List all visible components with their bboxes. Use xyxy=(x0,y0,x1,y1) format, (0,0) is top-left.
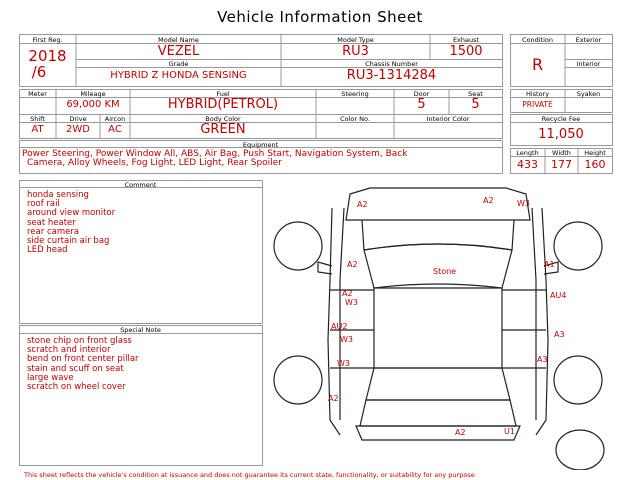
drive-value: 2WD xyxy=(66,124,90,135)
right-side-inner xyxy=(532,208,536,420)
seat-value: 5 xyxy=(471,97,480,112)
body-color-value: GREEN xyxy=(200,122,246,137)
list-item: stain and scuff on seat xyxy=(27,363,124,374)
front-left-wheel xyxy=(274,222,322,270)
length-label: Length xyxy=(516,149,539,157)
color-no-label: Color No. xyxy=(340,115,370,123)
damage-code: Stone xyxy=(433,267,457,276)
height-value: 160 xyxy=(584,158,606,171)
recycle-fee-label: Recycle Fee xyxy=(541,115,581,123)
left-side-inner xyxy=(340,208,344,420)
mileage-label: Mileage xyxy=(80,90,106,98)
front-right-wheel xyxy=(554,222,602,270)
condition-label: Condition xyxy=(521,36,554,44)
list-item: around view monitor xyxy=(27,208,116,219)
rear-bumper-outline xyxy=(356,426,520,440)
spare-wheel xyxy=(556,430,604,470)
aircon-value: AC xyxy=(108,124,122,135)
disclaimer-footer: This sheet reflects the vehicle's condition at issuance and does not guarantee its current state, functionality, or suitability for any purpose xyxy=(24,471,475,479)
history-label: History xyxy=(525,90,550,98)
aircon-label: Aircon xyxy=(104,115,126,123)
model-type-value: RU3 xyxy=(342,44,369,59)
first-reg-label: First Reg. xyxy=(32,36,63,44)
rear-left-wheel xyxy=(274,356,322,404)
front-bumper-outline xyxy=(346,188,530,220)
first-reg-year: 2018 xyxy=(28,47,67,65)
exhaust-label: Exhaust xyxy=(452,36,480,44)
body-color-label: Body Color xyxy=(205,115,241,123)
right-side-outline xyxy=(536,208,548,435)
list-item: LED head xyxy=(27,245,68,256)
door-label: Door xyxy=(413,90,430,98)
special-note-label: Special Note xyxy=(120,326,161,334)
recycle-fee-value: 11,050 xyxy=(538,127,584,142)
damage-code: A1 xyxy=(544,260,555,269)
condition-value: R xyxy=(531,55,544,74)
exhaust-value: 1500 xyxy=(449,44,483,59)
list-item: honda sensing xyxy=(27,190,89,200)
damage-code: A2 xyxy=(342,289,353,298)
list-item: large wave xyxy=(27,372,74,383)
grade-label: Grade xyxy=(168,60,189,68)
history-value: PRIVATE xyxy=(522,100,553,109)
chassis-number-value: RU3-1314284 xyxy=(346,68,437,83)
fuel-value: HYBRID(PETROL) xyxy=(167,97,279,112)
model-type-label: Model Type xyxy=(337,36,374,44)
rear-right-wheel xyxy=(554,356,602,404)
damage-code: AU2 xyxy=(331,322,348,331)
list-item: roof rail xyxy=(27,199,60,210)
syaken-label: Syaken xyxy=(576,90,601,98)
equipment-label: Equipment xyxy=(242,141,279,149)
seat-label: Seat xyxy=(468,90,483,98)
damage-code: A2 xyxy=(328,394,339,403)
exterior-label: Exterior xyxy=(575,36,602,44)
chassis-number-label: Chassis Number xyxy=(365,60,418,68)
list-item: side curtain air bag xyxy=(27,236,110,247)
page-title: Vehicle Information Sheet xyxy=(217,8,423,26)
list-item: stone chip on front glass xyxy=(27,336,132,346)
damage-code: AU4 xyxy=(550,291,567,300)
list-item: rear camera xyxy=(27,226,80,237)
damage-code: A2 xyxy=(455,428,466,437)
damage-code: A2 xyxy=(347,260,358,269)
special-note-list xyxy=(27,337,139,392)
shift-label: Shift xyxy=(30,115,45,123)
steering-label: Steering xyxy=(341,90,369,98)
equipment-line-2: Camera, Alloy Wheels, Fog Light, LED Light, Rear Spoiler xyxy=(27,158,282,168)
model-name-label: Model Name xyxy=(158,36,199,44)
mileage-value: 69,000 KM xyxy=(66,99,120,110)
width-label: Width xyxy=(552,149,571,157)
damage-code: A3 xyxy=(537,355,548,364)
comment-label: Comment xyxy=(124,181,157,189)
rear-glass-outline xyxy=(366,368,510,400)
roof-outline xyxy=(374,288,502,368)
meter-label: Meter xyxy=(28,90,47,98)
damage-code: A2 xyxy=(357,200,368,209)
list-item: bend on front center pillar xyxy=(27,354,139,365)
shift-value: AT xyxy=(31,124,44,135)
list-item: seat heater xyxy=(27,217,76,228)
damage-code: W3 xyxy=(337,359,350,368)
damage-code: W3 xyxy=(345,298,358,307)
width-value: 177 xyxy=(551,158,572,171)
model-name-value: VEZEL xyxy=(157,44,200,59)
trunk-outline xyxy=(360,400,516,426)
first-reg-month: /6 xyxy=(31,63,47,81)
damage-code: A3 xyxy=(554,330,565,339)
fuel-label: Fuel xyxy=(216,90,230,98)
door-value: 5 xyxy=(417,97,426,112)
interior-label: Interior xyxy=(576,60,601,68)
comment-list xyxy=(27,191,115,255)
interior-color-label: Interior Color xyxy=(426,115,470,123)
list-item: scratch and interior xyxy=(27,345,111,356)
grade-value: HYBRID Z HONDA SENSING xyxy=(110,70,247,81)
hood-outline xyxy=(362,220,514,250)
damage-code: W3 xyxy=(517,199,530,208)
car-damage-diagram xyxy=(270,180,615,470)
windshield-outline xyxy=(364,244,512,288)
length-value: 433 xyxy=(517,158,538,171)
height-label: Height xyxy=(584,149,606,157)
equipment-line-1: Power Steering, Power Window All, ABS, Air Bag, Push Start, Navigation System, Back xyxy=(22,149,408,159)
list-item: scratch on wheel cover xyxy=(27,382,126,393)
damage-code: A2 xyxy=(483,196,494,205)
drive-label: Drive xyxy=(69,115,87,123)
damage-code: U1 xyxy=(504,427,515,436)
damage-code: W3 xyxy=(340,335,353,344)
